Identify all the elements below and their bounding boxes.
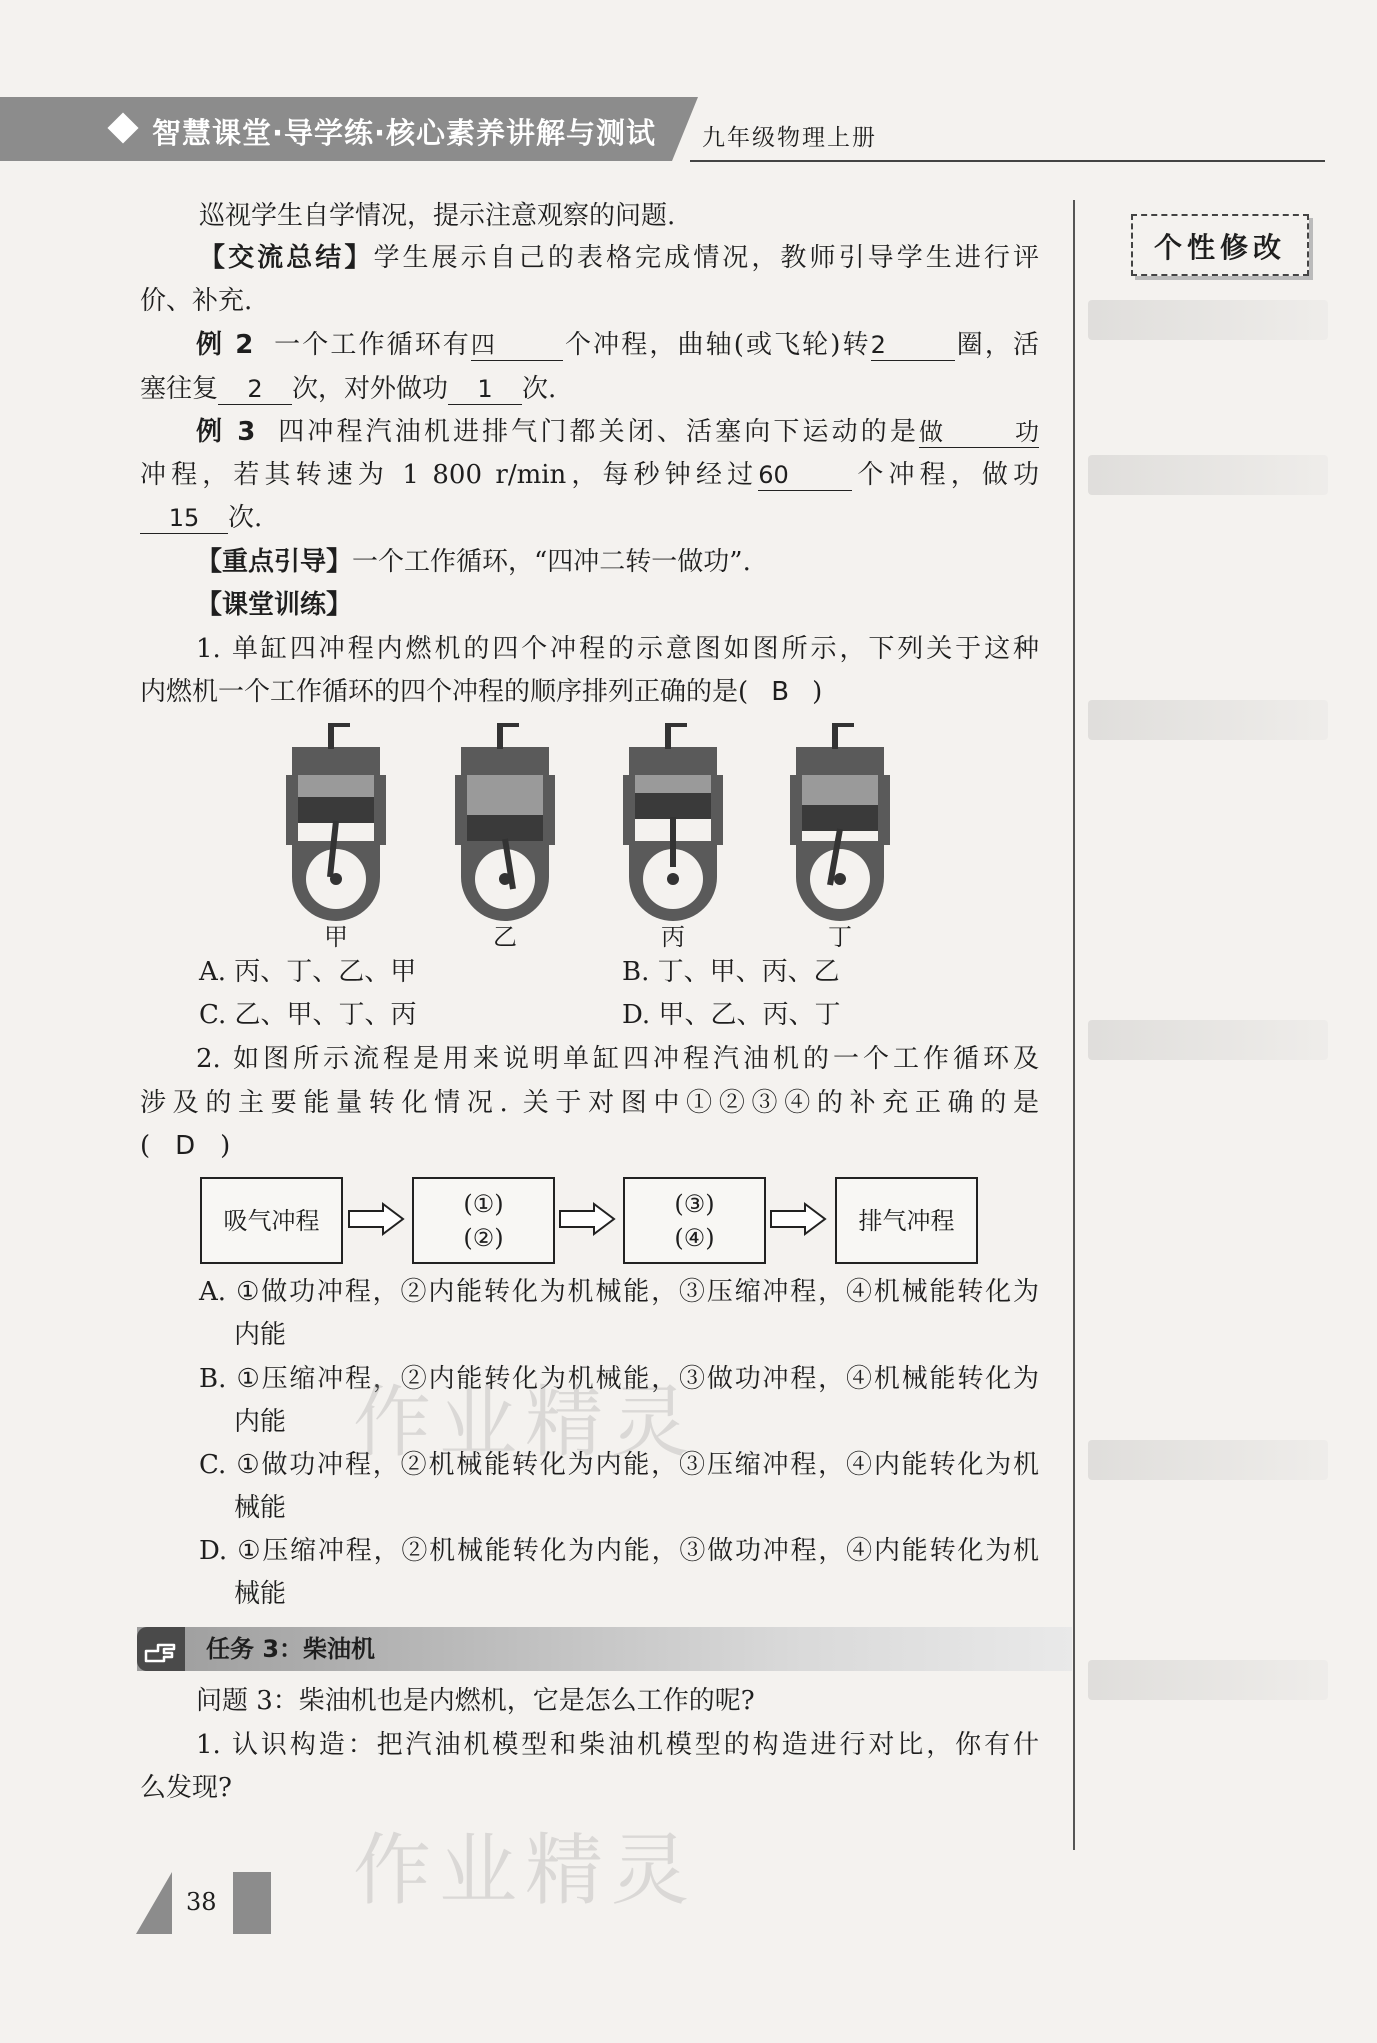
key-point: 【重点引导】一个工作循环，“四冲二转一做功”. [196,547,751,577]
flow-box-1-2: (①) (②) [412,1177,555,1264]
task3-question: 问题 3：柴油机也是内燃机，它是怎么工作的呢? [196,1686,755,1716]
margin-rule [1073,200,1075,1850]
q1-option-b: B. 丁、甲、丙、乙 [622,957,840,987]
book-subtitle: 九年级物理上册 [702,125,877,151]
q2-stem-line2: 涉及的主要能量转化情况. 关于对图中①②③④的补充正确的是 [140,1088,1039,1118]
example2-answer-4: 1 [448,374,522,405]
q2-stem-line1: 2. 如图所示流程是用来说明单缸四冲程汽油机的一个工作循环及 [196,1044,1039,1074]
example3-line2: 冲程，若其转速为 1 800 r/min，每秒钟经过60 个冲程，做功 [140,460,1039,490]
example3-answer-1: 做功 [919,418,1039,446]
q1-stem-line2: 内燃机一个工作循环的四个冲程的顺序排列正确的是( B ) [140,677,823,707]
caption-ding: 丁 [828,923,852,951]
engine-diagram-ding [786,717,894,923]
q2-option-d: D. ①压缩冲程，②机械能转化为内能，③做功冲程，④内能转化为机 [199,1536,1039,1566]
key-point-tag: 【重点引导】 [196,547,353,577]
arrow-right-icon [347,1202,405,1236]
bleed-through-shade [1088,1020,1328,1060]
q2-option-d-cont: 械能 [234,1579,287,1609]
example3-tag: 例 3 [196,417,256,447]
side-note-label: 个性修改 [1153,231,1286,264]
intro-line: 巡视学生自学情况，提示注意观察的问题. [199,201,676,231]
q2-answer: D [175,1131,196,1161]
example3-line1: 例 3 四冲程汽油机进排气门都关闭、活塞向下运动的是做功 [196,417,1039,447]
flow-box-intake: 吸气冲程 [200,1177,343,1264]
engine-diagram-yi [451,717,559,923]
page-corner-block [233,1872,271,1934]
q1-answer: B [771,677,790,707]
pointing-hand-icon [137,1627,185,1671]
watermark: 作业精灵 [353,1378,698,1468]
task3-title: 任务 3：柴油机 [206,1635,376,1663]
q1-stem-line1: 1. 单缸四冲程内燃机的四个冲程的示意图如图所示，下列关于这种 [196,634,1039,664]
q2-option-c: C. ①做功冲程，②机械能转化为内能，③压缩冲程，④内能转化为机 [199,1450,1039,1480]
summary-line: 【交流总结】学生展示自己的表格完成情况，教师引导学生进行评 [199,243,1039,273]
example2-line2: 塞往复 2 次，对外做功 1 次. [140,374,557,404]
summary-tag: 【交流总结】 [199,243,374,273]
q2-answer-line: ( D ) [140,1131,231,1161]
flow-box-exhaust: 排气冲程 [835,1177,978,1264]
engine-diagram-jia [282,717,390,923]
example3-answer-3: 15 [140,503,228,534]
page-corner-triangle [136,1872,172,1934]
engine-diagram-bing [619,717,727,923]
example2-answer-3: 2 [218,374,292,405]
q2-option-a-cont: 内能 [234,1320,287,1350]
q1-option-d: D. 甲、乙、丙、丁 [622,1000,841,1030]
book-title: 智慧课堂·导学练·核心素养讲解与测试 [152,116,657,150]
bleed-through-shade [1088,455,1328,495]
bleed-through-shade [1088,700,1328,740]
flow-box-3-4: (③) (④) [623,1177,766,1264]
header-rule [690,160,1325,162]
q2-option-c-cont: 械能 [234,1493,287,1523]
q2-option-b-cont: 内能 [234,1407,287,1437]
training-tag: 【课堂训练】 [196,590,353,620]
example2-answer-1: 四 [471,330,563,361]
example2-tag: 例 2 [196,330,254,360]
q2-option-a: A. ①做功冲程，②内能转化为机械能，③压缩冲程，④机械能转化为 [199,1277,1039,1307]
task3-item1-cont: 么发现? [140,1773,232,1803]
caption-jia: 甲 [324,923,348,951]
bleed-through-shade [1088,300,1328,340]
q1-option-c: C. 乙、甲、丁、丙 [199,1000,417,1030]
watermark: 作业精灵 [353,1826,698,1916]
example2-answer-2: 2 [871,330,955,361]
caption-bing: 丙 [661,923,685,951]
bleed-through-shade [1088,1440,1328,1480]
example3-line3: 15 次. [140,501,262,535]
q1-option-a: A. 丙、丁、乙、甲 [199,957,417,987]
bleed-through-shade [1088,1660,1328,1700]
arrow-right-icon [769,1202,827,1236]
arrow-right-icon [558,1202,616,1236]
example2-line1: 例 2 一个工作循环有四 个冲程，曲轴(或飞轮)转2 圈，活 [196,330,1039,360]
example3-answer-2: 60 [758,460,852,491]
summary-line-2: 价、补充. [140,286,253,316]
q2-option-b: B. ①压缩冲程，②内能转化为机械能，③做功冲程，④机械能转化为 [199,1364,1039,1394]
page-number: 38 [186,1888,217,1916]
caption-yi: 乙 [493,923,517,951]
task3-item1: 1. 认识构造：把汽油机模型和柴油机模型的构造进行对比，你有什 [196,1730,1039,1760]
